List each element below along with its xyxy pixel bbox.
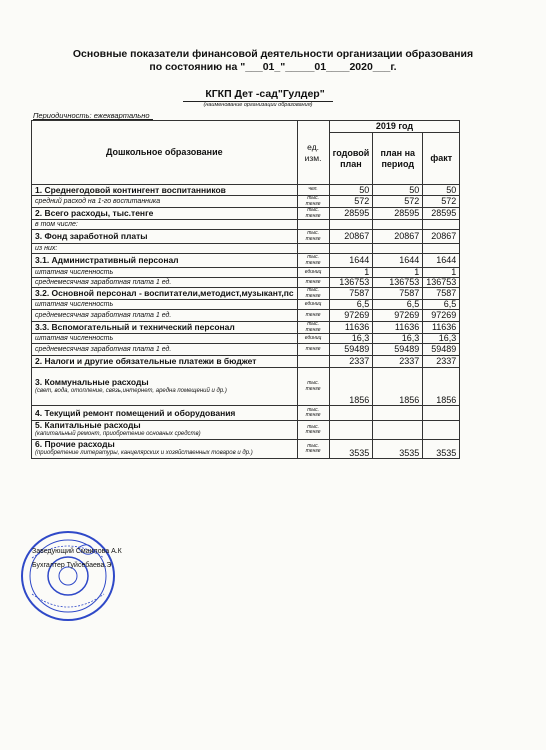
row-label bbox=[32, 278, 298, 288]
row-fact-value: 11636 bbox=[423, 322, 460, 334]
row-unit: тыс. тенге bbox=[297, 368, 329, 406]
header-year: 2019 год bbox=[329, 121, 460, 133]
header-annual-plan: годовой план bbox=[329, 133, 373, 185]
row-plan-value: 2337 bbox=[329, 356, 373, 368]
report-title-line1: Основные показатели финансовой деятельности организации образования bbox=[72, 48, 474, 60]
row-label-text: 2. Налоги и другие обязательные платежи в бюджет bbox=[35, 356, 257, 366]
row-plan-value: 1 bbox=[329, 268, 373, 278]
row-unit: единиц bbox=[297, 334, 329, 344]
table-row bbox=[32, 244, 460, 254]
row-label-text: в том числе: bbox=[35, 221, 78, 228]
row-label-text: 2. Всего расходы, тыс.тенге bbox=[35, 208, 154, 218]
header-period-plan: план на период bbox=[373, 133, 423, 185]
row-unit: тыс. тенге bbox=[297, 254, 329, 268]
row-label-text: средний расход на 1-го воспитанника bbox=[35, 198, 161, 205]
row-period-value: 136753 bbox=[373, 278, 423, 288]
row-period-value: 2337 bbox=[373, 356, 423, 368]
row-label bbox=[32, 322, 298, 334]
signature-accountant: Бухгалтер Туйсебаева.Э bbox=[32, 562, 112, 569]
row-label bbox=[32, 344, 298, 356]
row-label bbox=[32, 220, 298, 230]
row-period-value: 1644 bbox=[373, 254, 423, 268]
row-label bbox=[32, 208, 298, 220]
header-unit: ед. изм. bbox=[297, 121, 329, 185]
row-label bbox=[32, 368, 298, 406]
table-row bbox=[32, 278, 460, 288]
row-plan-value: 7587 bbox=[329, 288, 373, 300]
table-row bbox=[32, 288, 460, 300]
row-plan-value: 572 bbox=[329, 196, 373, 208]
row-label bbox=[32, 230, 298, 244]
organization-note: (наименование организации образования) bbox=[203, 102, 313, 108]
row-unit bbox=[297, 356, 329, 368]
table-row bbox=[32, 334, 460, 344]
row-period-value: 572 bbox=[373, 196, 423, 208]
row-period-value: 7587 bbox=[373, 288, 423, 300]
row-plan-value: 136753 bbox=[329, 278, 373, 288]
row-plan-value: 11636 bbox=[329, 322, 373, 334]
row-label bbox=[32, 356, 298, 368]
row-label-text: 4. Текущий ремонт помещений и оборудования bbox=[35, 407, 236, 418]
header-fact: факт bbox=[423, 133, 460, 185]
table-row bbox=[32, 406, 460, 421]
row-fact-value: 50 bbox=[423, 185, 460, 196]
row-unit: тыс. тенге bbox=[297, 406, 329, 421]
row-period-value: 16,3 bbox=[373, 334, 423, 344]
financial-table bbox=[31, 120, 460, 459]
row-plan-value: 59489 bbox=[329, 344, 373, 356]
row-fact-value bbox=[423, 421, 460, 440]
table-row bbox=[32, 368, 460, 406]
row-plan-value: 1644 bbox=[329, 254, 373, 268]
table-body bbox=[32, 185, 460, 459]
row-label-text: штатная численность bbox=[35, 335, 114, 342]
row-unit: тыс. тенге bbox=[297, 421, 329, 440]
row-plan-value: 16,3 bbox=[329, 334, 373, 344]
row-unit: единиц bbox=[297, 300, 329, 310]
table-row bbox=[32, 185, 460, 196]
row-fact-value: 28595 bbox=[423, 208, 460, 220]
row-label-text: 1. Среднегодовой контингент воспитанников bbox=[35, 184, 226, 195]
row-unit: тыс. тенге bbox=[297, 322, 329, 334]
row-unit: тыс. тенге bbox=[297, 288, 329, 300]
row-unit: тенге bbox=[297, 344, 329, 356]
row-label-text: штатная численность bbox=[35, 269, 114, 276]
row-period-value: 11636 bbox=[373, 322, 423, 334]
organization-name: КГКП Дет -сад"Гулдер" bbox=[205, 88, 325, 100]
row-label bbox=[32, 268, 298, 278]
row-unit: тыс. тенге bbox=[297, 230, 329, 244]
row-label-text: среднемесячная заработная плата 1 ед. bbox=[35, 346, 172, 353]
row-period-value: 1 bbox=[373, 268, 423, 278]
row-label bbox=[32, 244, 298, 254]
table-row bbox=[32, 268, 460, 278]
official-stamp-icon bbox=[18, 528, 118, 624]
row-fact-value bbox=[423, 244, 460, 254]
row-period-value: 59489 bbox=[373, 344, 423, 356]
table-row bbox=[32, 208, 460, 220]
row-plan-value bbox=[329, 406, 373, 421]
table-row bbox=[32, 300, 460, 310]
row-period-value bbox=[373, 406, 423, 421]
row-period-value: 1856 bbox=[373, 368, 423, 406]
table-row bbox=[32, 196, 460, 208]
row-fact-value: 1 bbox=[423, 268, 460, 278]
periodicity: Периодичность: ежеквартально bbox=[33, 111, 150, 120]
row-fact-value: 2337 bbox=[423, 356, 460, 368]
row-label-text: 3.3. Вспомогательный и технический персонал bbox=[35, 322, 235, 332]
row-unit bbox=[297, 244, 329, 254]
row-unit: тыс. тенге bbox=[297, 196, 329, 208]
row-unit: тенге bbox=[297, 278, 329, 288]
row-label bbox=[32, 310, 298, 322]
row-label bbox=[32, 254, 298, 268]
row-plan-value bbox=[329, 220, 373, 230]
row-period-value: 28595 bbox=[373, 208, 423, 220]
row-label-text: 3. Коммунальные расходы bbox=[35, 376, 149, 387]
table-row bbox=[32, 254, 460, 268]
row-label bbox=[32, 288, 298, 300]
row-plan-value: 97269 bbox=[329, 310, 373, 322]
row-fact-value: 20867 bbox=[423, 230, 460, 244]
row-fact-value: 6,5 bbox=[423, 300, 460, 310]
row-label bbox=[32, 185, 298, 196]
row-label bbox=[32, 406, 298, 421]
row-sublabel: (приобретение литературы, канцелярских и хозяйственных товаров и др.) bbox=[35, 450, 253, 456]
row-label-text: среднемесячная заработная плата 1 ед. bbox=[35, 312, 172, 319]
row-plan-value bbox=[329, 244, 373, 254]
row-label-text: среднемесячная заработная плата 1 ед. bbox=[35, 279, 172, 286]
table-row bbox=[32, 310, 460, 322]
row-fact-value: 3535 bbox=[423, 440, 460, 459]
row-sublabel: (свет, вода, отопление, связь,интернет, аредна помещений и др.) bbox=[35, 387, 227, 394]
row-plan-value: 50 bbox=[329, 185, 373, 196]
table-row bbox=[32, 356, 460, 368]
row-period-value: 97269 bbox=[373, 310, 423, 322]
row-period-value: 20867 bbox=[373, 230, 423, 244]
row-label-text: 5. Капитальные расходы bbox=[35, 420, 141, 430]
row-plan-value: 20867 bbox=[329, 230, 373, 244]
row-unit: тенге bbox=[297, 310, 329, 322]
row-period-value: 3535 bbox=[373, 440, 423, 459]
table-row bbox=[32, 322, 460, 334]
row-label bbox=[32, 300, 298, 310]
row-fact-value: 97269 bbox=[423, 310, 460, 322]
table-row bbox=[32, 344, 460, 356]
row-label bbox=[32, 440, 298, 459]
row-unit: единиц bbox=[297, 268, 329, 278]
row-plan-value: 28595 bbox=[329, 208, 373, 220]
row-period-value bbox=[373, 244, 423, 254]
row-label-text: 3.1. Административный персонал bbox=[35, 255, 179, 265]
row-label bbox=[32, 421, 298, 440]
table-row bbox=[32, 421, 460, 440]
row-label bbox=[32, 196, 298, 208]
row-period-value bbox=[373, 220, 423, 230]
row-fact-value: 136753 bbox=[423, 278, 460, 288]
signature-head: Заведующий Смаилова А.К bbox=[32, 548, 122, 555]
table-row bbox=[32, 220, 460, 230]
row-label-text: 3. Фонд заработной платы bbox=[35, 231, 148, 241]
row-period-value: 6,5 bbox=[373, 300, 423, 310]
row-unit bbox=[297, 220, 329, 230]
header-section: Дошкольное образование bbox=[32, 121, 298, 185]
report-title-line2: по состоянию на "___01_"_____01____2020___г. bbox=[149, 61, 397, 73]
row-fact-value: 1644 bbox=[423, 254, 460, 268]
row-unit: тыс. тенге bbox=[297, 440, 329, 459]
row-period-value: 50 bbox=[373, 185, 423, 196]
row-period-value bbox=[373, 421, 423, 440]
row-label bbox=[32, 334, 298, 344]
row-plan-value: 3535 bbox=[329, 440, 373, 459]
row-sublabel: (капитальный ремонт, приобретение основных средств) bbox=[35, 431, 201, 437]
row-fact-value: 16,3 bbox=[423, 334, 460, 344]
table-row bbox=[32, 230, 460, 244]
row-fact-value: 1856 bbox=[423, 368, 460, 406]
row-plan-value: 6,5 bbox=[329, 300, 373, 310]
row-fact-value bbox=[423, 220, 460, 230]
row-unit: тыс. тенге bbox=[297, 208, 329, 220]
row-plan-value bbox=[329, 421, 373, 440]
row-label-text: из них: bbox=[35, 245, 58, 252]
row-label-text: 3.2. Основной персонал - воспитатели,методист,музыкант,пс bbox=[35, 288, 294, 298]
row-fact-value: 572 bbox=[423, 196, 460, 208]
row-label-text: 6. Прочие расходы bbox=[35, 439, 115, 449]
row-fact-value bbox=[423, 406, 460, 421]
row-unit: чел. bbox=[297, 185, 329, 196]
table-row bbox=[32, 440, 460, 459]
row-plan-value: 1856 bbox=[329, 368, 373, 406]
row-fact-value: 59489 bbox=[423, 344, 460, 356]
row-fact-value: 7587 bbox=[423, 288, 460, 300]
row-label-text: штатная численность bbox=[35, 301, 114, 308]
